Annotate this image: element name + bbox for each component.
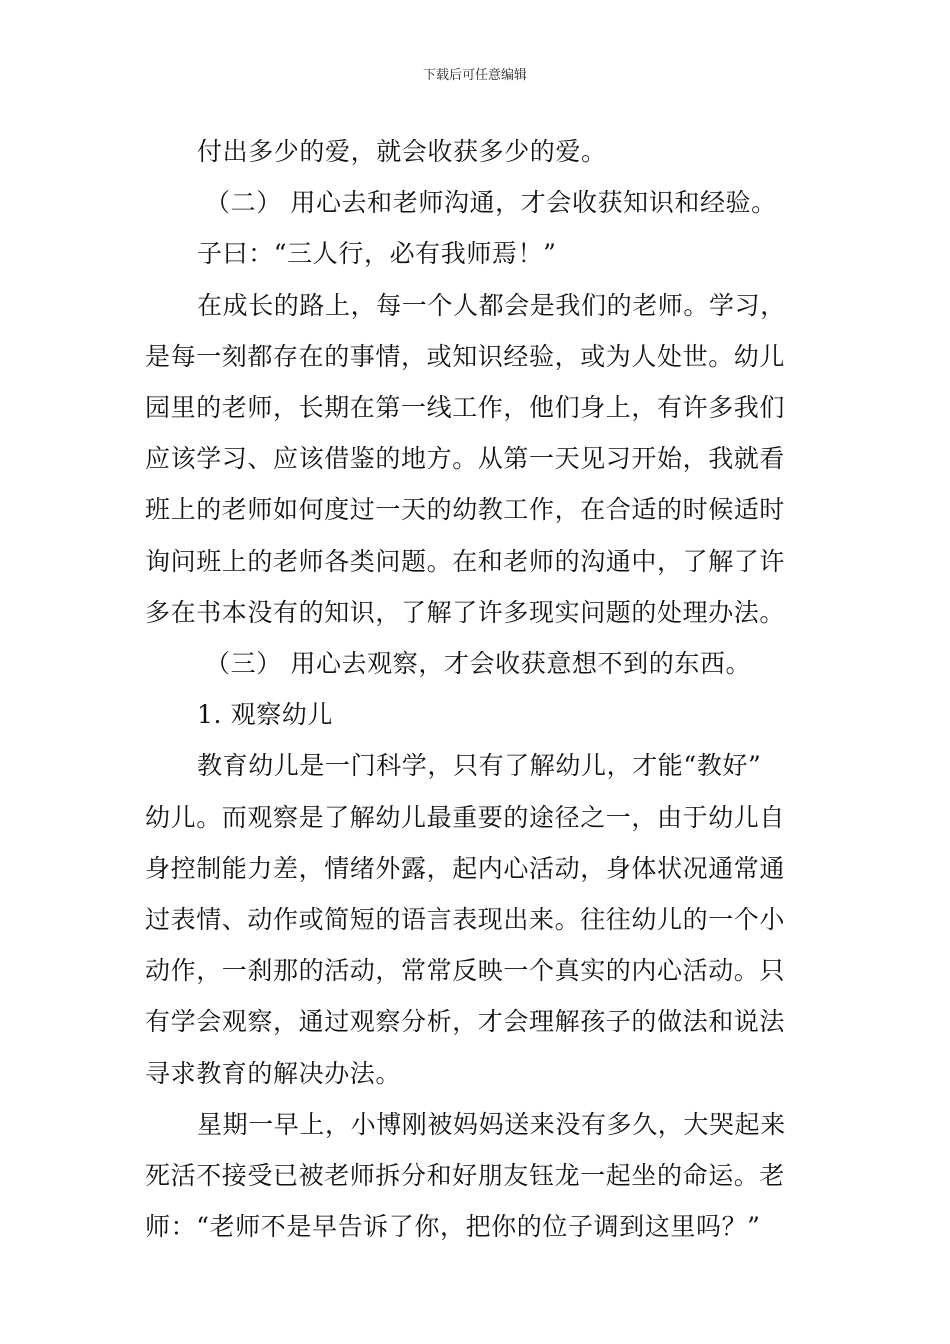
paragraph-line: 师：“老师不是早告诉了你，把你的位子调到这里吗？”	[145, 1212, 761, 1242]
paragraph-line: 星期一早上，小博刚被妈妈送来没有多久，大哭起来	[197, 1109, 786, 1139]
paragraph-line: 子曰：“三人行，必有我师焉！”	[197, 239, 557, 269]
paragraph-line: 应该学习、应该借鉴的地方。从第一天见习开始，我就看	[145, 444, 786, 474]
page-header: 下载后可任意编辑	[422, 68, 527, 83]
paragraph-line: 询问班上的老师各类问题。在和老师的沟通中，了解了许	[145, 546, 786, 576]
section-heading-3: （三） 用心去观察，才会收获意想不到的东西。	[205, 649, 752, 679]
paragraph-line: 有学会观察，通过观察分析，才会理解孩子的做法和说法	[145, 1007, 786, 1037]
paragraph-line: 身控制能力差，情绪外露，起内心活动，身体状况通常通	[145, 853, 786, 883]
paragraph-line: 多在书本没有的知识，了解了许多现实问题的处理办法。	[145, 597, 786, 627]
paragraph-line: 过表情、动作或简短的语言表现出来。往往幼儿的一个小	[145, 905, 786, 935]
paragraph-line: 动作，一刹那的活动，常常反映一个真实的内心活动。只	[145, 956, 786, 986]
section-heading-2: （二） 用心去和老师沟通，才会收获知识和经验。	[205, 188, 777, 218]
paragraph-line: 幼儿。而观察是了解幼儿最重要的途径之一，由于幼儿自	[145, 802, 786, 832]
paragraph-line: 班上的老师如何度过一天的幼教工作，在合适的时候适时	[145, 495, 786, 525]
subsection-heading: 1. 观察幼儿	[197, 700, 333, 730]
paragraph-line: 是每一刻都存在的事情，或知识经验，或为人处世。幼儿	[145, 341, 786, 371]
paragraph-line: 在成长的路上，每一个人都会是我们的老师。学习，	[197, 290, 786, 320]
document-body	[145, 126, 815, 1252]
paragraph-line: 教育幼儿是一门科学，只有了解幼儿，才能“教好”	[197, 751, 762, 781]
paragraph-line: 园里的老师，长期在第一线工作，他们身上，有许多我们	[145, 393, 786, 423]
paragraph-line: 寻求教育的解决办法。	[145, 1058, 402, 1088]
paragraph-line: 付出多少的爱，就会收获多少的爱。	[197, 137, 607, 166]
paragraph-line: 死活不接受已被老师拆分和好朋友钰龙一起坐的命运。老	[145, 1161, 786, 1191]
